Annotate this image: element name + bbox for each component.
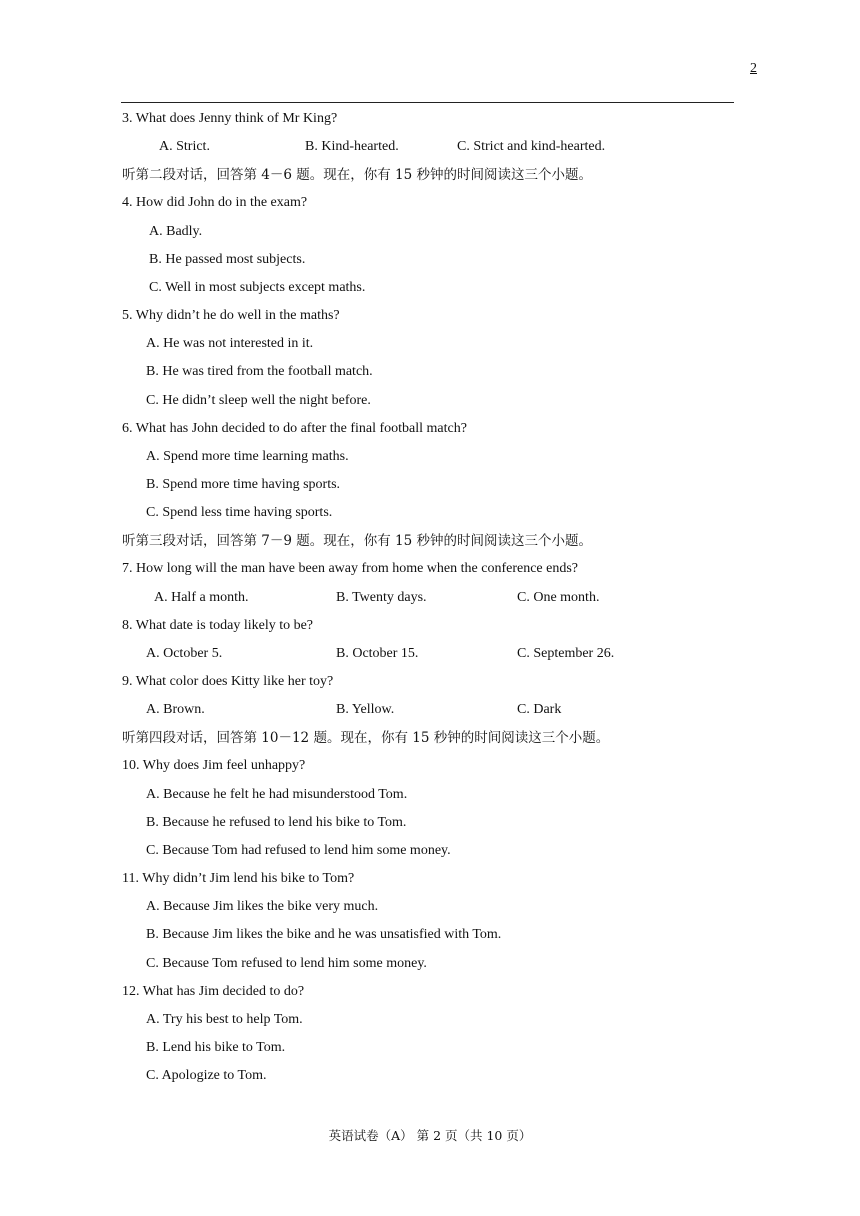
- page-footer: 英语试卷（A） 第 2 页（共 10 页）: [328, 1128, 532, 1143]
- section-instruction: 听第三段对话，回答第 7－9 题。现在，你有 15 秒钟的时间阅读这三个小题。: [122, 533, 593, 550]
- answer-option: B. Spend more time having sports.: [146, 476, 341, 492]
- page-number: 2: [750, 61, 757, 76]
- header-rule: [121, 102, 734, 103]
- section-instruction: 听第二段对话，回答第 4－6 题。现在，你有 15 秒钟的时间阅读这三个小题。: [122, 167, 593, 184]
- answer-option: C. Spend less time having sports.: [146, 505, 333, 521]
- answer-option: B. Lend his bike to Tom.: [146, 1039, 286, 1055]
- answer-option: A. Brown.: [146, 702, 205, 718]
- answer-option: A. Because he felt he had misunderstood Tom.: [146, 786, 408, 802]
- answer-option: A. Try his best to help Tom.: [146, 1011, 303, 1027]
- answer-option: A. He was not interested in it.: [146, 336, 314, 352]
- answer-option: A. Strict.: [159, 139, 210, 155]
- answer-option: C. Strict and kind-hearted.: [457, 139, 606, 155]
- answer-option: C. September 26.: [517, 645, 615, 661]
- answer-option: B. He was tired from the football match.: [146, 364, 373, 380]
- answer-option: A. Half a month.: [154, 589, 249, 605]
- answer-option: C. Dark: [517, 702, 562, 718]
- answer-option: C. Because Tom had refused to lend him some money.: [146, 842, 451, 858]
- answer-option: B. Because he refused to lend his bike to Tom.: [146, 814, 407, 830]
- answer-option: B. Yellow.: [336, 702, 395, 718]
- question: 9. What color does Kitty like her toy?: [122, 674, 334, 689]
- answer-option: B. Twenty days.: [336, 589, 427, 605]
- answer-option: A. Because Jim likes the bike very much.: [146, 899, 379, 915]
- answer-option: B. Because Jim likes the bike and he was unsatisfied with Tom.: [146, 927, 502, 943]
- answer-option: C. One month.: [517, 589, 600, 605]
- answer-option: B. Kind-hearted.: [305, 139, 399, 155]
- answer-option: A. October 5.: [146, 645, 223, 661]
- question: 5. Why didn’t he do well in the maths?: [122, 308, 340, 324]
- question: 6. What has John decided to do after the final football match?: [122, 420, 467, 436]
- question: 10. Why does Jim feel unhappy?: [122, 758, 306, 774]
- answer-option: C. Because Tom refused to lend him some money.: [146, 955, 427, 971]
- answer-option: A. Spend more time learning maths.: [146, 448, 349, 464]
- answer-option: C. Apologize to Tom.: [146, 1068, 267, 1084]
- answer-option: C. Well in most subjects except maths.: [149, 279, 366, 295]
- question: 8. What date is today likely to be?: [122, 617, 314, 633]
- question: 4. How did John do in the exam?: [122, 195, 308, 211]
- answer-option: C. He didn’t sleep well the night before.: [146, 392, 371, 408]
- question: 11. Why didn’t Jim lend his bike to Tom?: [122, 871, 355, 887]
- answer-option: B. October 15.: [336, 645, 419, 661]
- question: 7. How long will the man have been away from home when the conference ends?: [122, 561, 579, 577]
- answer-option: B. He passed most subjects.: [149, 251, 306, 267]
- answer-option: A. Badly.: [149, 223, 203, 239]
- section-instruction: 听第四段对话，回答第 10－12 题。现在，你有 15 秒钟的时间阅读这三个小题。: [122, 730, 610, 747]
- question: 3. What does Jenny think of Mr King?: [122, 111, 338, 126]
- question: 12. What has Jim decided to do?: [122, 983, 305, 999]
